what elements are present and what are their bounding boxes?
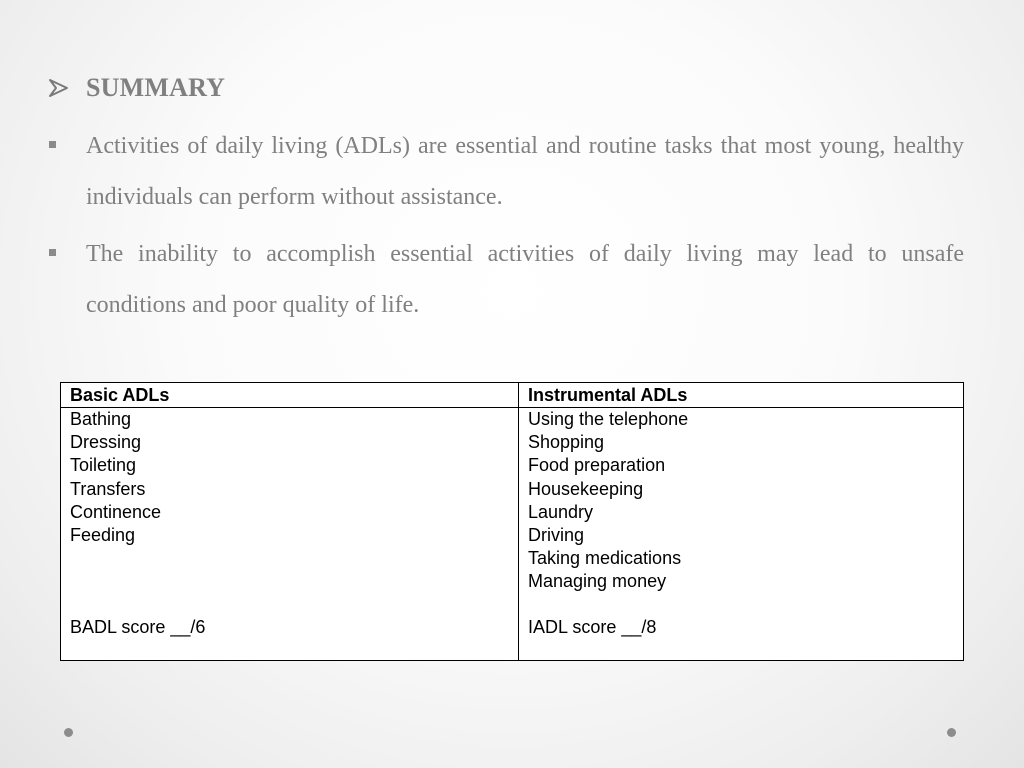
list-item: Managing money bbox=[528, 571, 667, 592]
instrumental-adls-header: Instrumental ADLs bbox=[519, 383, 964, 408]
basic-adls-cell bbox=[61, 408, 519, 661]
instrumental-adls-cell bbox=[519, 408, 964, 661]
arrow-bullet-icon bbox=[48, 78, 70, 98]
list-item: Continence bbox=[70, 501, 162, 522]
bullet-text: The inability to accomplish essential activities of daily living may lead to unsafe conditions and poor quality of life. bbox=[86, 241, 964, 318]
list-item: Taking medications bbox=[528, 548, 682, 569]
list-item: Laundry bbox=[528, 501, 594, 522]
square-bullet-icon bbox=[49, 141, 56, 148]
list-item: Food preparation bbox=[528, 455, 666, 476]
square-bullet-icon bbox=[49, 249, 56, 256]
list-item: Toileting bbox=[70, 455, 137, 476]
list-item: Transfers bbox=[70, 478, 146, 499]
adl-table bbox=[60, 382, 964, 661]
decorative-dot-left-icon bbox=[64, 728, 73, 737]
bullet-item bbox=[48, 229, 964, 331]
list-item: Bathing bbox=[70, 409, 132, 429]
bullet-item bbox=[48, 121, 964, 223]
table-body-row bbox=[61, 408, 964, 661]
list-item: Feeding bbox=[70, 525, 136, 546]
badl-score: BADL score __/6 bbox=[70, 617, 206, 637]
decorative-dot-right-icon bbox=[947, 728, 956, 737]
heading-text: SUMMARY bbox=[86, 73, 226, 102]
list-item: Housekeeping bbox=[528, 478, 644, 499]
bullet-text: Activities of daily living (ADLs) are essential and routine tasks that most young, healthy individuals can perform without assistance. bbox=[86, 133, 964, 210]
list-item: Using the telephone bbox=[528, 409, 689, 429]
basic-adls-header: Basic ADLs bbox=[61, 383, 519, 408]
summary-heading bbox=[48, 70, 225, 106]
list-item: Dressing bbox=[70, 432, 142, 453]
list-item: Driving bbox=[528, 525, 585, 546]
iadl-score: IADL score __/8 bbox=[528, 617, 657, 637]
table-header-row bbox=[61, 383, 964, 408]
list-item: Shopping bbox=[528, 432, 605, 453]
bullet-list bbox=[48, 121, 964, 337]
